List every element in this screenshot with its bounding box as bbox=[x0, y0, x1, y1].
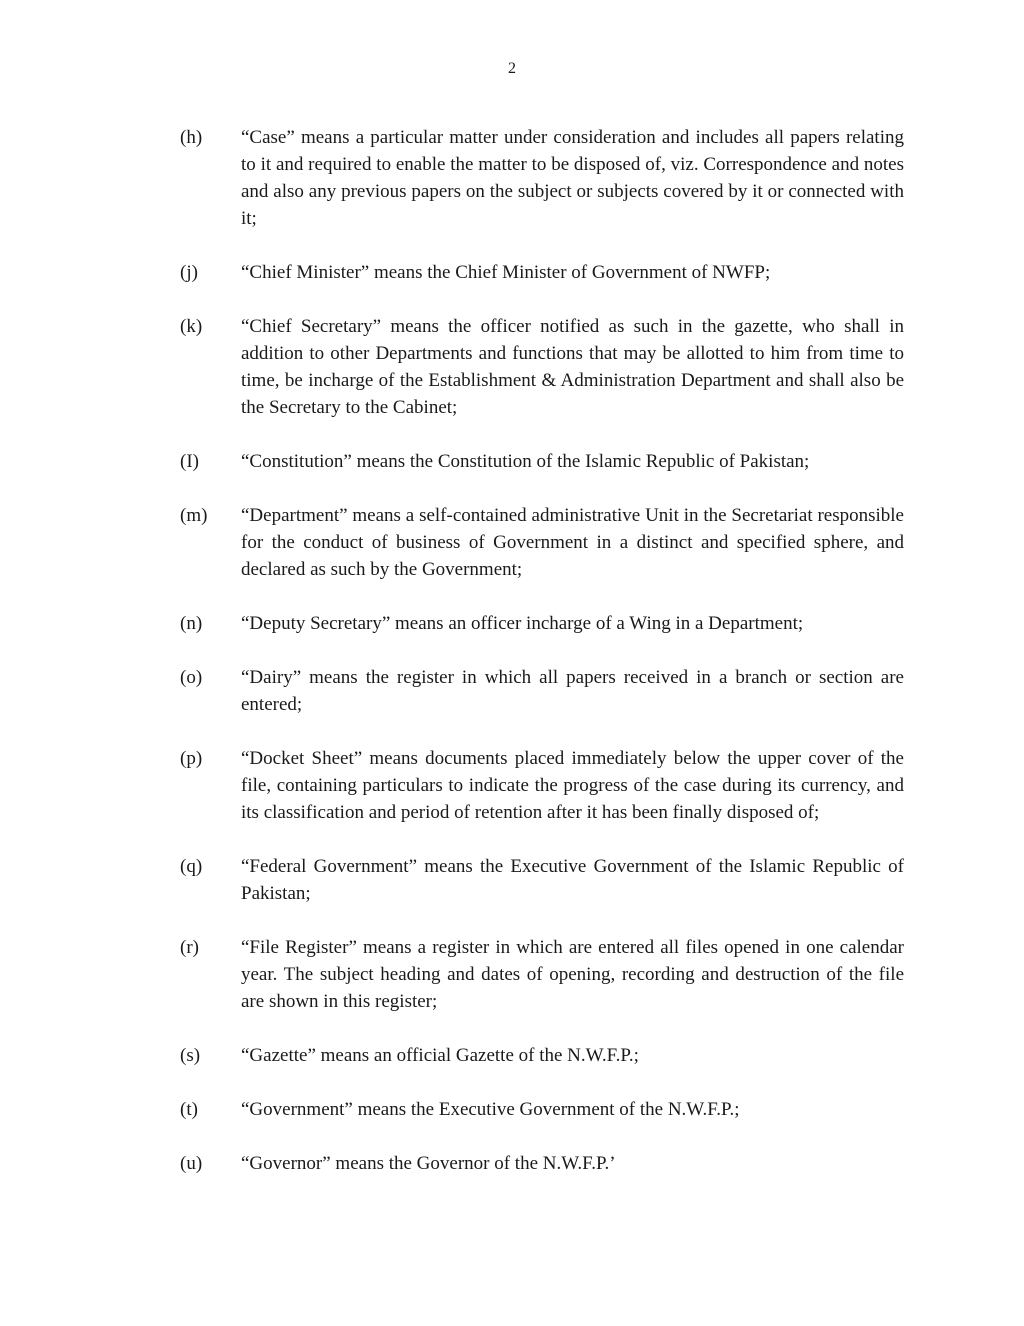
definition-item bbox=[180, 259, 904, 286]
definition-marker: (o) bbox=[180, 667, 203, 688]
definition-text: “Chief Minister” means the Chief Minister of Government of NWFP; bbox=[241, 262, 771, 283]
definition-marker: (h) bbox=[180, 127, 203, 148]
definition-text: “Governor” means the Governor of the N.W.F.P.’ bbox=[241, 1153, 616, 1174]
definition-item bbox=[180, 448, 904, 475]
definition-item bbox=[180, 745, 904, 826]
definition-marker: (p) bbox=[180, 748, 203, 769]
definition-text: “Gazette” means an official Gazette of the N.W.F.P.; bbox=[241, 1045, 639, 1066]
definition-text: “Department” means a self-contained administrative Unit in the Secretariat responsible for the conduct of business of Government in a distinct and specified sphere, and declared as such by the Government; bbox=[241, 505, 904, 580]
definition-marker: (m) bbox=[180, 505, 208, 526]
definition-marker: (t) bbox=[180, 1099, 198, 1120]
definition-text: “Government” means the Executive Government of the N.W.F.P.; bbox=[241, 1099, 740, 1120]
definition-marker: (j) bbox=[180, 262, 198, 283]
definition-text: “Federal Government” means the Executive Government of the Islamic Republic of Pakistan; bbox=[241, 856, 904, 904]
definition-marker: (q) bbox=[180, 856, 203, 877]
definition-marker: (I) bbox=[180, 451, 199, 472]
definition-text: “Docket Sheet” means documents placed immediately below the upper cover of the file, containing particulars to indicate the progress of the case during its currency, and its classification and period of retention after it has been finally disposed of; bbox=[241, 748, 904, 823]
definition-item bbox=[180, 1042, 904, 1069]
definition-item bbox=[180, 853, 904, 907]
definition-item bbox=[180, 934, 904, 1015]
definition-item bbox=[180, 610, 904, 637]
definition-marker: (n) bbox=[180, 613, 203, 634]
definition-text: “Dairy” means the register in which all papers received in a branch or section are entered; bbox=[241, 667, 904, 715]
definition-text: “Deputy Secretary” means an officer incharge of a Wing in a Department; bbox=[241, 613, 804, 634]
definition-item bbox=[180, 1096, 904, 1123]
definition-text: “Case” means a particular matter under consideration and includes all papers relating to it and required to enable the matter to be disposed of, viz. Correspondence and notes and also any previous papers on the subject or subjects covered by it or connected with it; bbox=[241, 127, 904, 229]
definition-item bbox=[180, 664, 904, 718]
page-number: 2 bbox=[508, 60, 516, 77]
definition-item bbox=[180, 1150, 904, 1177]
definition-item bbox=[180, 313, 904, 421]
definition-marker: (r) bbox=[180, 937, 199, 958]
definition-text: “File Register” means a register in which are entered all files opened in one calendar year. The subject heading and dates of opening, recording and destruction of the file are shown in this register; bbox=[241, 937, 904, 1012]
definition-marker: (k) bbox=[180, 316, 203, 337]
definition-text: “Constitution” means the Constitution of the Islamic Republic of Pakistan; bbox=[241, 451, 810, 472]
definition-marker: (u) bbox=[180, 1153, 203, 1174]
definition-text: “Chief Secretary” means the officer notified as such in the gazette, who shall in addition to other Departments and functions that may be allotted to him from time to time, be incharge of the Establishment & Administration Department and shall also be the Secretary to the Cabinet; bbox=[241, 316, 904, 418]
definitions-list bbox=[180, 124, 904, 1204]
definition-item bbox=[180, 502, 904, 583]
definition-marker: (s) bbox=[180, 1045, 201, 1066]
definition-item bbox=[180, 124, 904, 232]
